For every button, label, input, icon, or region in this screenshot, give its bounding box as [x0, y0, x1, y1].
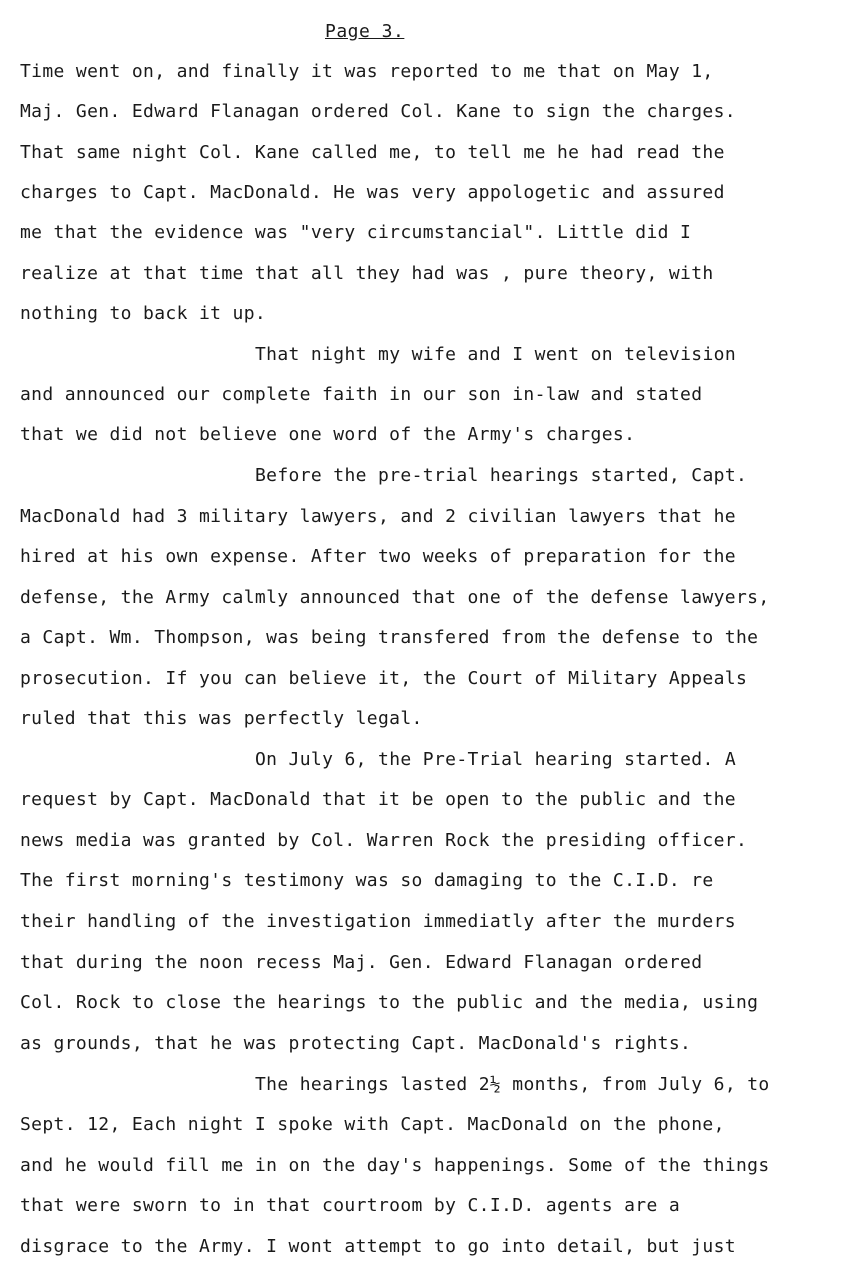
text-line: That night my wife and I went on television	[255, 344, 737, 365]
text-line: as grounds, that he was protecting Capt. MacDonald's rights.	[20, 1033, 692, 1054]
text-line: ruled that this was perfectly legal.	[20, 708, 423, 729]
text-line: that were sworn to in that courtroom by C.I.D. agents are a	[20, 1195, 681, 1216]
text-line: prosecution. If you can believe it, the Court of Military Appeals	[20, 668, 748, 689]
text-line: hired at his own expense. After two weeks of preparation for the	[20, 546, 736, 567]
text-line: Sept. 12, Each night I spoke with Capt. MacDonald on the phone,	[20, 1114, 725, 1135]
text-line: nothing to back it up.	[20, 303, 267, 324]
text-line: On July 6, the Pre-Trial hearing started. A	[255, 749, 737, 770]
text-line: their handling of the investigation immediatly after the murders	[20, 911, 736, 932]
text-line: news media was granted by Col. Warren Rock the presiding officer.	[20, 830, 748, 851]
text-line: charges to Capt. MacDonald. He was very appologetic and assured	[20, 182, 725, 203]
text-line: and announced our complete faith in our son in-law and stated	[20, 384, 703, 405]
text-line: Col. Rock to close the hearings to the public and the media, using	[20, 992, 759, 1013]
text-line: disgrace to the Army. I wont attempt to go into detail, but just	[20, 1236, 736, 1257]
text-line: Maj. Gen. Edward Flanagan ordered Col. Kane to sign the charges.	[20, 101, 736, 122]
text-line: request by Capt. MacDonald that it be open to the public and the	[20, 789, 736, 810]
text-line: realize at that time that all they had was , pure theory, with	[20, 263, 714, 284]
text-line: MacDonald had 3 military lawyers, and 2 civilian lawyers that he	[20, 506, 736, 527]
page-number-header: Page 3.	[325, 21, 405, 42]
text-line: The hearings lasted 2½ months, from July 6, to	[255, 1074, 770, 1095]
text-line: and he would fill me in on the day's happenings. Some of the things	[20, 1155, 770, 1176]
text-line: That same night Col. Kane called me, to tell me he had read the	[20, 142, 725, 163]
text-line: a Capt. Wm. Thompson, was being transfered from the defense to the	[20, 627, 759, 648]
text-line: Time went on, and finally it was reported to me that on May 1,	[20, 61, 714, 82]
text-line: that during the noon recess Maj. Gen. Edward Flanagan ordered	[20, 952, 703, 973]
text-line: The first morning's testimony was so damaging to the C.I.D. re	[20, 870, 714, 891]
text-line: me that the evidence was "very circumstancial". Little did I	[20, 222, 692, 243]
text-line: Before the pre-trial hearings started, Capt.	[255, 465, 748, 486]
text-line: that we did not believe one word of the Army's charges.	[20, 424, 636, 445]
text-line: defense, the Army calmly announced that one of the defense lawyers,	[20, 587, 770, 608]
